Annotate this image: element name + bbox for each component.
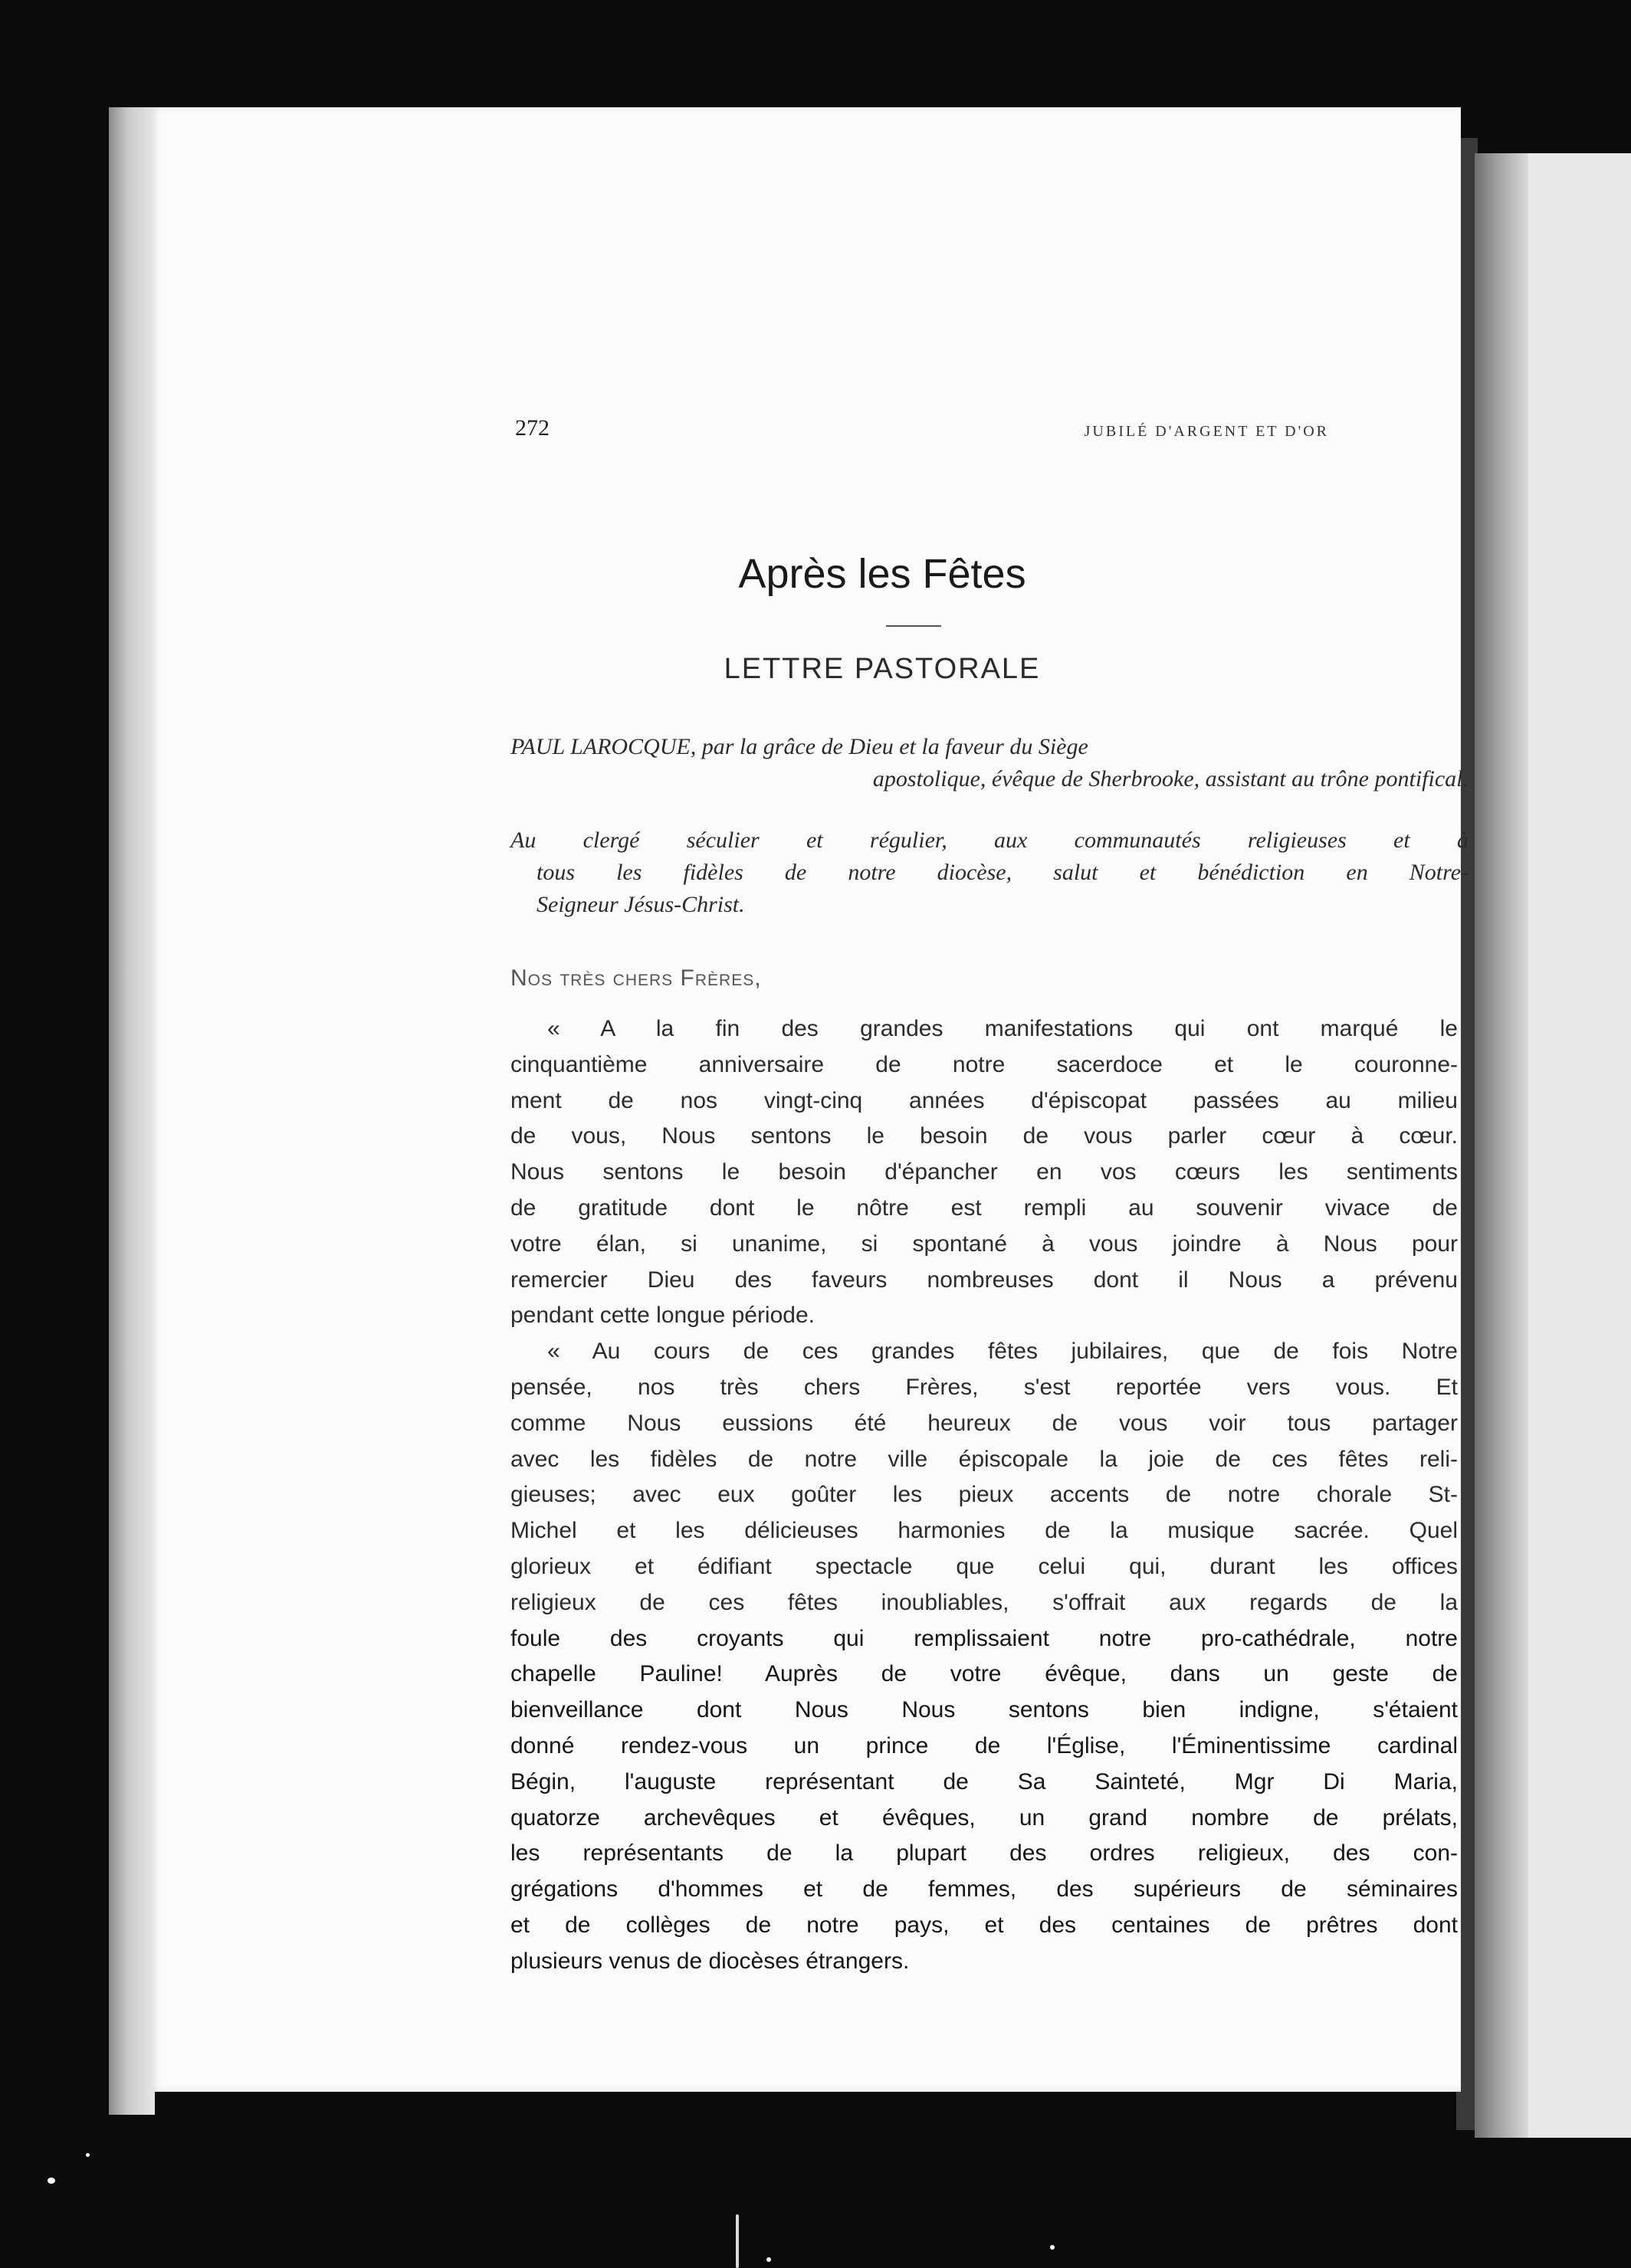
body-line: grégations d'hommes et de femmes, des supérieurs de séminaires bbox=[510, 1876, 1458, 1903]
address-line: Seigneur Jésus-Christ. bbox=[537, 892, 745, 917]
title-rule bbox=[886, 625, 941, 627]
book-page bbox=[150, 107, 1469, 2092]
body-line: pensée, nos très chers Frères, s'est reportée vers vous. Et bbox=[510, 1374, 1458, 1400]
address-block bbox=[510, 824, 1469, 921]
body-line: avec les fidèles de notre ville épiscopale la joie de ces fêtes reli- bbox=[510, 1446, 1458, 1472]
body-line: de gratitude dont le nôtre est rempli au souvenir vivace de bbox=[510, 1195, 1458, 1221]
issuer-line: apostolique, évêque de Sherbrooke, assistant au trône pontifical. bbox=[872, 766, 1469, 792]
body-line: Bégin, l'auguste représentant de Sa Sainteté, Mgr Di Maria, bbox=[510, 1768, 1458, 1794]
issuer-block bbox=[510, 731, 1469, 795]
facing-page-edge bbox=[1475, 153, 1528, 2138]
body-line: glorieux et édifiant spectacle que celui qui, durant les offices bbox=[510, 1553, 1458, 1579]
issuer-line: PAUL LAROCQUE, par la grâce de Dieu et la faveur du Siège bbox=[510, 734, 1088, 759]
body-line: comme Nous eussions été heureux de vous voir tous partager bbox=[510, 1410, 1458, 1436]
body-line: pendant cette longue période. bbox=[510, 1303, 815, 1329]
body-line: Nous sentons le besoin d'épancher en vos cœurs les sentiments bbox=[510, 1159, 1458, 1185]
body-line: chapelle Pauline! Auprès de votre évêque, dans un geste de bbox=[510, 1661, 1458, 1687]
salutation: Nos très chers Frères, bbox=[510, 965, 762, 991]
body-line: donné rendez-vous un prince de l'Église, l'Éminentissime cardinal bbox=[510, 1732, 1458, 1758]
body-line: les représentants de la plupart des ordres religieux, des con- bbox=[510, 1840, 1458, 1867]
article-subtitle: LETTRE PASTORALE bbox=[724, 653, 1041, 685]
body-line: remercier Dieu des faveurs nombreuses dont il Nous a prévenu bbox=[510, 1267, 1458, 1293]
body-line: bienveillance dont Nous Nous sentons bien indigne, s'étaient bbox=[510, 1697, 1458, 1723]
page-number: 272 bbox=[515, 415, 550, 441]
running-title: JUBILÉ D'ARGENT ET D'OR bbox=[1084, 423, 1329, 440]
body-line: cinquantième anniversaire de notre sacerdoce et le couronne- bbox=[510, 1051, 1458, 1077]
body-line: religieux de ces fêtes inoubliables, s'offrait aux regards de la bbox=[510, 1589, 1458, 1615]
body-line: quatorze archevêques et évêques, un grand nombre de prélats, bbox=[510, 1804, 1458, 1830]
running-header bbox=[150, 415, 1461, 446]
letter-body bbox=[510, 1011, 1458, 1980]
body-line: gieuses; avec eux goûter les pieux accents de notre chorale St- bbox=[510, 1482, 1458, 1508]
body-line: ment de nos vingt-cinq années d'épiscopat passées au milieu bbox=[510, 1087, 1458, 1113]
address-line: Au clergé séculier et régulier, aux communautés religieuses et à bbox=[510, 828, 1469, 853]
body-line: votre élan, si unanime, si spontané à vous joindre à Nous pour bbox=[510, 1231, 1458, 1257]
body-line: plusieurs venus de diocèses étrangers. bbox=[510, 1948, 910, 1974]
body-line: « Au cours de ces grandes fêtes jubilaires, que de fois Notre bbox=[547, 1339, 1458, 1365]
address-line: tous les fidèles de notre diocèse, salut et bénédiction en Notre- bbox=[537, 860, 1469, 885]
body-line: de vous, Nous sentons le besoin de vous parler cœur à cœur. bbox=[510, 1123, 1458, 1149]
body-line: « A la fin des grandes manifestations qui ont marqué le bbox=[547, 1016, 1458, 1041]
body-line: Michel et les délicieuses harmonies de la musique sacrée. Quel bbox=[510, 1518, 1458, 1544]
page-stack-edge bbox=[109, 107, 155, 2115]
body-line: foule des croyants qui remplissaient notre pro-cathédrale, notre bbox=[510, 1625, 1458, 1651]
article-title: Après les Fêtes bbox=[738, 551, 1026, 597]
body-line: et de collèges de notre pays, et des centaines de prêtres dont bbox=[510, 1912, 1458, 1938]
